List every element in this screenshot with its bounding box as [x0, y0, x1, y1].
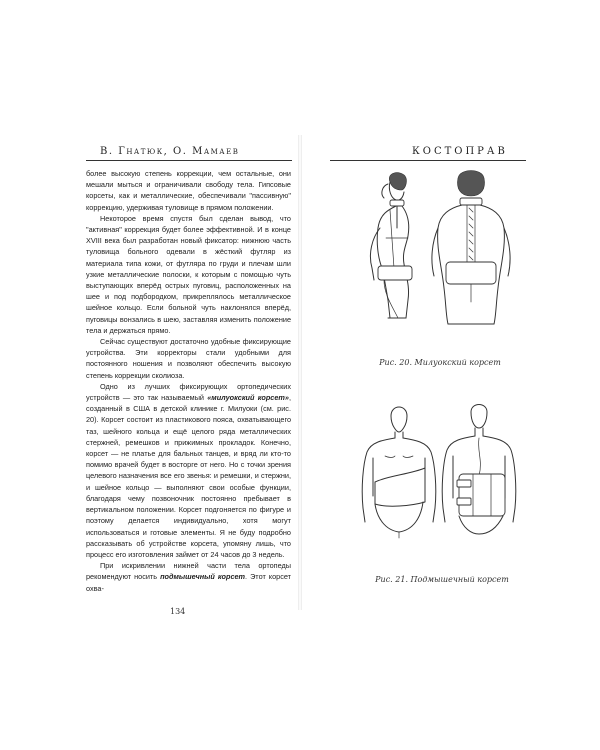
figure-caption: Рис. 21. Подмышечный корсет [375, 575, 509, 584]
milwaukee-brace-illustration [350, 168, 520, 348]
text-run: Сейчас существуют достаточно удобные фиксирующие устройства. Эти корректоры стали удобными для постоянного ношения и позволяют обеспечить высокую степень коррекции сколиоза. [86, 337, 291, 380]
paragraph [86, 381, 291, 560]
underarm-brace-illustration [355, 398, 525, 558]
right-header-rule [330, 160, 526, 161]
paragraph [86, 560, 291, 594]
text-run: Одно из лучших фиксирующих ортопедических устройств — это так называемый [86, 381, 291, 403]
book-gutter [298, 135, 302, 610]
left-header-rule [86, 160, 292, 161]
text-run: При искривлении нижней части тела ортопеды рекомендуют носить [86, 561, 291, 582]
page-number: 134 [170, 607, 186, 616]
text-run: более высокую степень коррекции, чем остальные, они мешали мыться и ограничивали свободу тела. Гипсовые корсеты, как и металлические, обеспечивали "пассивную" коррекцию, удерживая туловище в прямом положении. [86, 169, 291, 212]
figure-caption: Рис. 20. Милуокский корсет [379, 358, 501, 367]
emphasis-term: подмышечный корсет [160, 572, 246, 582]
left-page-body [86, 168, 291, 594]
back-view-figure [432, 171, 510, 325]
back-view-figure [442, 405, 516, 535]
front-view-figure [362, 407, 436, 538]
left-running-head: В. Гнатюк, О. Мамаев [100, 146, 240, 157]
side-view-figure [370, 173, 412, 318]
text-run: , созданный в США в детской клинике г. Милуоки (см. рис. 20). Корсет состоит из пластикового пояса, охватывающего таз, шейного кольца и ещё целого ряда металлических стержней, ремешков и прижимных прокладок. Конечно, корсет — не платье для бальных танцев, и вряд ли кто-то помимо врачей будет в восторге от него. Но с точки зрения целевого назначения все его звенья: и ремешки, и стержни, и шейное кольцо — выполняют свои особые функции, благодаря чему позвоночник постоянно пребывает в вертикальном положении. Корсет подгоняется по фигуре и поэтому делается индивидуально, хотя могут использоваться и готовые элементы. Я не буду подробно рассказывать об устройстве корсета, упомяну лишь, что процесс его изготовления займет от 24 часов до 3 недель. [86, 393, 291, 559]
paragraph [86, 213, 291, 336]
right-running-head: КОСТОПРАВ [412, 146, 508, 157]
paragraph [86, 336, 291, 381]
paragraph [86, 168, 291, 213]
text-run: . Этот корсет охва- [86, 572, 292, 593]
text-run: Некоторое время спустя был сделан вывод, что "активная" коррекция будет более эффективной. И в конце XVIII века был разработан новый фиксатор: нижнюю часть туловища больного одевали в жёсткий футляр из материала типа кожи, от футляра по груди и плечам шли узкие металлические полоски, к которым с помощью чуть выступающих вперёд острых пуговиц, расположенных на шее и под подбородком, прикреплялось металлическое шейное кольцо. Если больной чуть наклонялся вперёд, пуговицы вонзались в шею, заставляя изменить положение тела и держаться прямо. [86, 213, 291, 335]
emphasis-term: «милуокский корсет» [207, 393, 289, 403]
